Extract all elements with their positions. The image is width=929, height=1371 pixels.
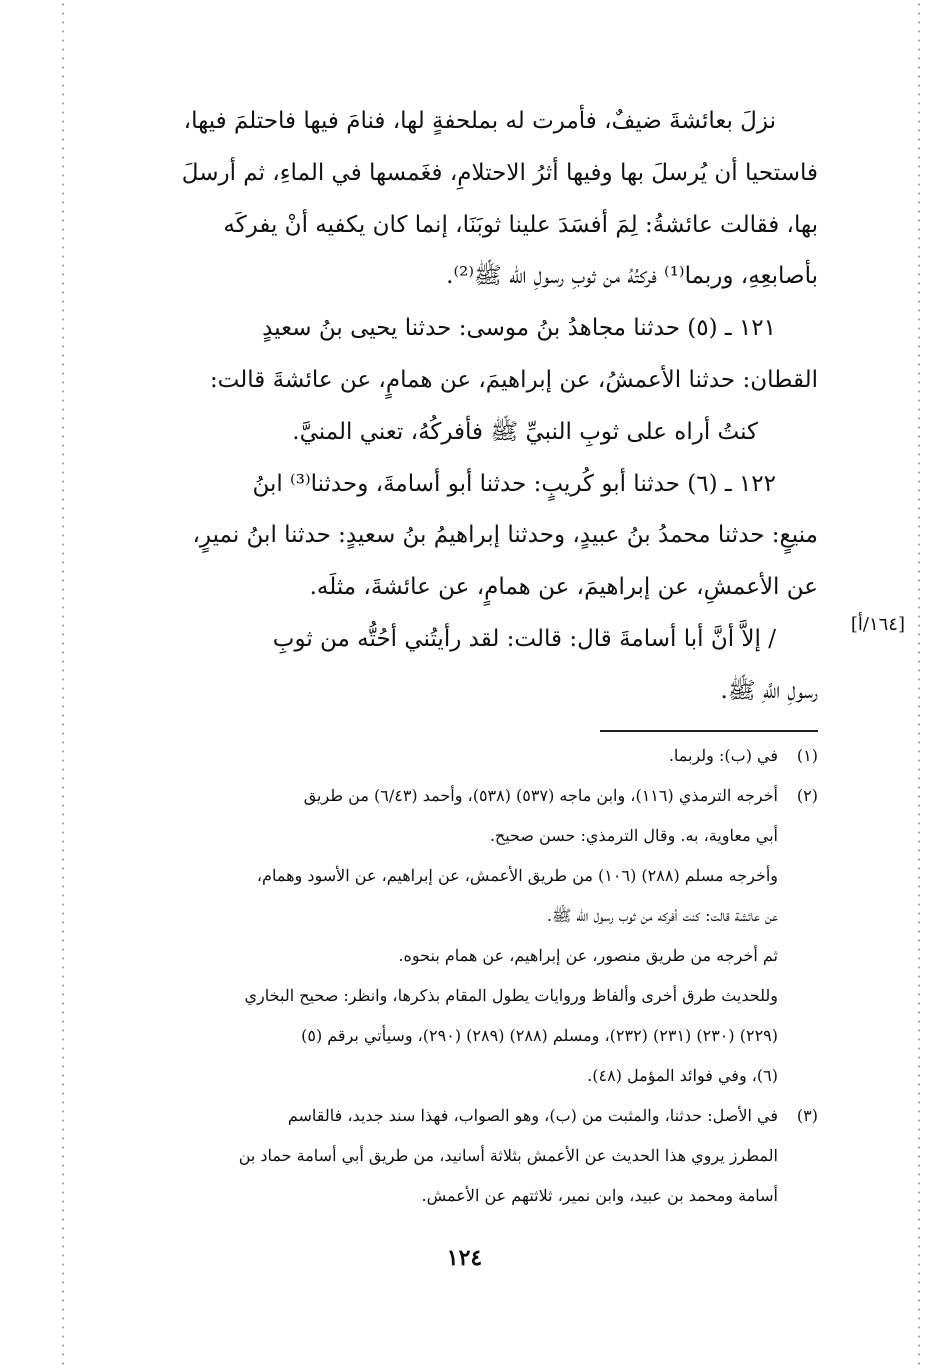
text-line: رسولِ اللَّهِ ﷺ. xyxy=(720,677,818,704)
text-line: نزلَ بعائشةَ ضيفٌ، فأمرت له بملحفةٍ لها، فنامَ فيها فاحتلمَ فيها، xyxy=(183,108,776,134)
footnote-number: (١) xyxy=(796,746,818,765)
footnote-line: أخرجه الترمذي (١١٦)، وابن ماجه (٥٣٧) (٥٣٨)، وأحمد (٦/٤٣) من طريق xyxy=(303,786,778,805)
text-line: ١٢٢ ـ (٦) حدثنا أبو كُريبٍ: حدثنا أبو أسامةَ، وحدثنا⁽³⁾ ابنُ xyxy=(252,470,776,497)
footnote-body xyxy=(78,1096,778,1216)
footnote-line: (٢٢٩) (٢٣٠) (٢٣١) (٢٣٢)، ومسلم (٢٨٨) (٢٨٩) (٢٩٠)، وسيأتي برقم (٥) xyxy=(301,1026,778,1045)
footnote-line: ثم أخرجه من طريق منصور، عن إبراهيم، عن همام بنحوه. xyxy=(398,946,778,965)
footnote-line: أسامة ومحمد بن عبيد، وابن نمير، ثلاثتهم عن الأعمش. xyxy=(421,1186,778,1205)
footnote-separator xyxy=(600,730,818,732)
footnote xyxy=(78,776,818,1096)
text-line: بأصابعِهِ، وربما⁽¹⁾ فركتُهُ من ثوبِ رسولِ الله ﷺ⁽²⁾. xyxy=(446,263,818,290)
footnote-line: في الأصل: حدثنا، والمثبت من (ب)، وهو الصواب، فهذا سند جديد، فالقاسم xyxy=(287,1106,778,1125)
footnote xyxy=(78,1096,818,1216)
footnote-line: وأخرجه مسلم (٢٨٨) (١٠٦) من طريق الأعمش، عن إبراهيم، عن الأسود وهمام، xyxy=(256,866,778,885)
text-line: القطان: حدثنا الأعمشُ، عن إبراهيمَ، عن همامٍ، عن عائشةَ قالت: xyxy=(209,366,818,393)
footnote-line: وللحديث طرق أخرى وألفاظ وروايات يطول المقام بذكرها، وانظر: صحيح البخاري xyxy=(244,986,778,1005)
text-line: عن الأعمشِ، عن إبراهيمَ، عن همامٍ، عن عائشةَ، مثلَه. xyxy=(309,574,818,601)
footnotes-block xyxy=(78,736,818,1216)
footnote-line: عن عائشة قالت: كنت أفركه من ثوب رسول الله ﷺ. xyxy=(546,906,778,925)
footnote-line: (٦)، وفي فوائد المؤمل (٤٨). xyxy=(587,1066,778,1085)
footnote-number: (٢) xyxy=(796,786,818,805)
footnote-body xyxy=(78,776,778,1096)
footnote-line: المطرز يروي هذا الحديث عن الأعمش بثلاثة أسانيد، من طريق أبي أسامة حماد بن xyxy=(238,1146,778,1165)
footnote-line: في (ب): ولربما. xyxy=(668,746,778,765)
manuscript-folio-reference: [١٦٤/أ] xyxy=(850,614,905,635)
text-line: / إلاَّ أنَّ أبا أسامةَ قال: قالت: لقد رأيتُني أحُتُّه من ثوبِ xyxy=(272,625,776,652)
main-text-block xyxy=(92,96,818,718)
footnote-number: (٣) xyxy=(796,1106,818,1125)
text-line: بها، فقالت عائشةُ: لِمَ أفسَدَ علينا ثوبَنَا، إنما كان يكفيه أنْ يفركَه xyxy=(223,211,818,238)
page-number: ١٢٤ xyxy=(446,1245,483,1271)
scan-edge-left xyxy=(62,0,64,1371)
footnote-body xyxy=(78,736,778,776)
scan-edge-right xyxy=(918,0,920,1371)
text-line: منيعٍ: حدثنا محمدُ بنُ عبيدٍ، وحدثنا إبراهيمُ بنُ سعيدٍ: حدثنا ابنُ نميرٍ، xyxy=(192,522,818,549)
text-line: كنتُ أراه على ثوبِ النبيِّ ﷺ فأفركُهُ، تعني المنيَّ. xyxy=(292,418,758,445)
footnote-line: أبي معاوية، به. وقال الترمذي: حسن صحيح. xyxy=(489,826,778,845)
text-line: ١٢١ ـ (٥) حدثنا مجاهدُ بنُ موسى: حدثنا يحيى بنُ سعيدٍ xyxy=(262,315,776,342)
footnote xyxy=(78,736,818,776)
text-line: فاستحيا أن يُرسلَ بها وفيها أثرُ الاحتلامِ، فغَمسها في الماءِ، ثم أرسلَ xyxy=(181,159,818,186)
